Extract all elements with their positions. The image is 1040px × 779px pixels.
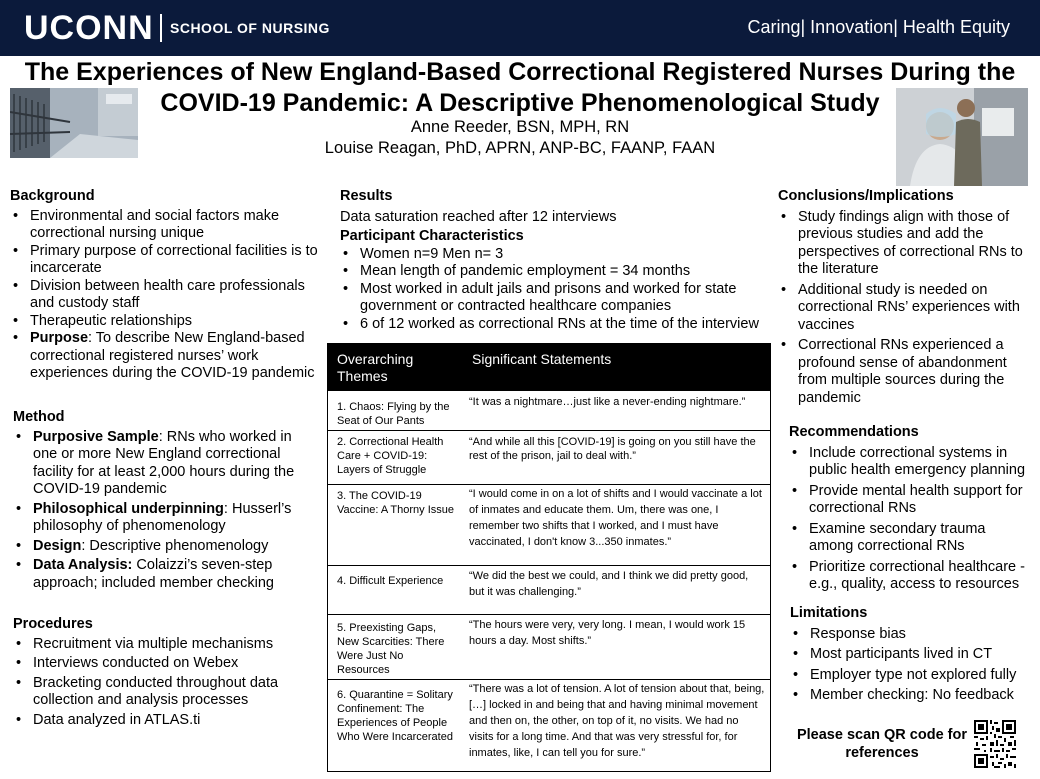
background-item: • Primary purpose of correctional facilities is to incarcerate: [10, 243, 320, 278]
table-row: [328, 614, 770, 679]
theme-cell: 5. Preexisting Gaps, New Scarcities: There Were Just No Resources: [337, 622, 445, 676]
results-title: Results: [340, 188, 393, 204]
qr-code-icon[interactable]: [974, 720, 1016, 768]
conclusion-item: • Correctional RNs experienced a profound sense of abandonment from multiple sources during the pandemic: [778, 337, 1028, 407]
method-label: Philosophical underpinning: [33, 500, 224, 517]
author-2: Louise Reagan, PhD, APRN, ANP-BC, FAANP, FAAN: [324, 139, 716, 157]
qr-caption: Please scan QR code for references: [796, 727, 968, 761]
procedures-title: Procedures: [13, 616, 93, 632]
recommendation-item: • Include correctional systems in public health emergency planning: [789, 445, 1029, 480]
statement-cell: “I would come in on a lot of shifts and I would vaccinate a lot of inmates and educate them. Um, there was one, I remember two shifts that I worked, and I must have vaccinated, I don't know 3...350 inmates.”: [469, 488, 762, 548]
purpose-item: [10, 330, 320, 383]
recommendation-item: • Examine secondary trauma among correctional RNs: [789, 521, 1029, 556]
table-row: [328, 484, 770, 565]
theme-cell: 1. Chaos: Flying by the Seat of Our Pants: [337, 401, 450, 427]
limitations-title: Limitations: [790, 605, 868, 621]
method-item: [13, 429, 303, 499]
method-text: Colaizzi’s seven-step approach; included member checking: [33, 557, 274, 591]
nurse-ppe-photo: [896, 88, 1028, 186]
procedure-item: • Recruitment via multiple mechanisms: [13, 636, 303, 654]
statement-cell: “And while all this [COVID-19] is going on you still have the rest of the prison, jail to deal with.”: [469, 436, 756, 462]
method-section: [13, 409, 303, 592]
purpose-text: : To describe New England-based correctional registered nurses’ work experiences during the COVID-19 pandemic: [30, 330, 315, 381]
procedure-item: • Data analyzed in ATLAS.ti: [13, 712, 303, 730]
table-row: [328, 390, 770, 430]
statement-cell: “We did the best we could, and I think we did pretty good, but it was challenging.”: [469, 570, 749, 598]
table-row: [328, 565, 770, 614]
saturation-text: Data saturation reached after 12 interviews: [340, 208, 617, 225]
method-text: : Descriptive phenomenology: [81, 537, 269, 554]
procedure-item: • Bracketing conducted throughout data collection and analysis processes: [13, 675, 303, 710]
recommendation-item: • Provide mental health support for correctional RNs: [789, 483, 1029, 518]
method-text: : RNs who worked in one or more New England correctional facility for at least 2,000 hours during the COVID-19 pandemic: [33, 428, 295, 497]
logo-divider: [160, 14, 162, 42]
limitations-section: [790, 605, 1030, 705]
method-title: Method: [13, 409, 65, 425]
participants-title: Participant Characteristics: [340, 228, 524, 244]
background-item: • Environmental and social factors make correctional nursing unique: [10, 208, 320, 243]
background-item: • Division between health care professionals and custody staff: [10, 278, 320, 313]
title-line-2: COVID-19 Pandemic: A Descriptive Phenomenological Study: [160, 89, 880, 117]
header-themes: Overarching Themes: [337, 351, 414, 384]
background-title: Background: [10, 188, 95, 204]
themes-table: [327, 343, 771, 772]
participant-item: • 6 of 12 worked as correctional RNs at the time of the interview: [340, 316, 765, 334]
theme-cell: 3. The COVID-19 Vaccine: A Thorny Issue: [337, 490, 454, 516]
table-header: [328, 344, 770, 390]
method-text: : Husserl’s philosophy of phenomenology: [33, 500, 292, 534]
table-row: [328, 679, 770, 771]
conclusion-item: • Study findings align with those of previous studies and add the perspectives of correctional RNs to the literature: [778, 209, 1028, 279]
background-section: [10, 188, 320, 383]
table-row: [328, 430, 770, 484]
theme-cell: 6. Quarantine = Solitary Confinement: The Experiences of People Who Were Incarcerated: [337, 689, 453, 743]
results-section: [340, 188, 765, 333]
conclusions-section: [778, 188, 1028, 407]
title-line-1: The Experiences of New England-Based Correctional Registered Nurses During the: [24, 58, 1016, 86]
method-label: Design: [33, 537, 82, 554]
statement-cell: “It was a nightmare…just like a never-ending nightmare.”: [469, 396, 746, 408]
theme-cell: 4. Difficult Experience: [337, 575, 444, 587]
limitation-item: • Most participants lived in CT: [790, 646, 1030, 664]
theme-cell: 2. Correctional Health Care + COVID-19: Layers of Struggle: [337, 436, 444, 476]
participant-item: • Women n=9 Men n= 3: [340, 246, 765, 264]
limitation-item: • Response bias: [790, 626, 1030, 644]
poster-title: [0, 57, 1040, 119]
recommendations-title: Recommendations: [789, 424, 919, 440]
procedure-item: • Interviews conducted on Webex: [13, 655, 303, 673]
limitation-item: • Employer type not explored fully: [790, 667, 1030, 685]
purpose-label: Purpose: [30, 330, 89, 346]
method-label: Data Analysis:: [33, 557, 133, 573]
procedures-section: [13, 616, 303, 729]
method-item: [13, 501, 303, 536]
conclusion-item: • Additional study is needed on correctional RNs’ experiences with vaccines: [778, 282, 1028, 335]
limitation-item: • Member checking: No feedback: [790, 687, 1030, 705]
statement-cell: “The hours were very, very long. I mean, I would work 15 hours a day. Most shifts.”: [469, 619, 746, 647]
method-label: Purposive Sample: [33, 428, 159, 445]
participant-item: • Most worked in adult jails and prisons and worked for state government or contracted healthcare companies: [340, 281, 765, 316]
header-statements: Significant Statements: [472, 351, 612, 367]
method-item: [13, 538, 303, 556]
participant-item: • Mean length of pandemic employment = 34 months: [340, 263, 765, 281]
school-name: SCHOOL OF NURSING: [170, 20, 330, 36]
statement-cell: “There was a lot of tension. A lot of tension about that, being, […] locked in and being that and having minimal movement and then on, the other, on top of it, no visits. We had no visits for a long time. And that was very stressful for, for inmates, like, I can tell you for sure.”: [469, 683, 765, 759]
author-1: Anne Reeder, BSN, MPH, RN: [410, 118, 630, 136]
uconn-logo: UCONN: [24, 9, 154, 47]
recommendations-section: [789, 424, 1029, 594]
tagline: Caring| Innovation| Health Equity: [747, 17, 1010, 37]
background-item: • Therapeutic relationships: [10, 313, 320, 331]
prison-corridor-photo: [10, 88, 138, 158]
recommendation-item: • Prioritize correctional healthcare - e.g., quality, access to resources: [789, 559, 1029, 594]
method-item: [13, 557, 303, 592]
header-bar: [0, 0, 1040, 56]
conclusions-title: Conclusions/Implications: [778, 188, 954, 204]
